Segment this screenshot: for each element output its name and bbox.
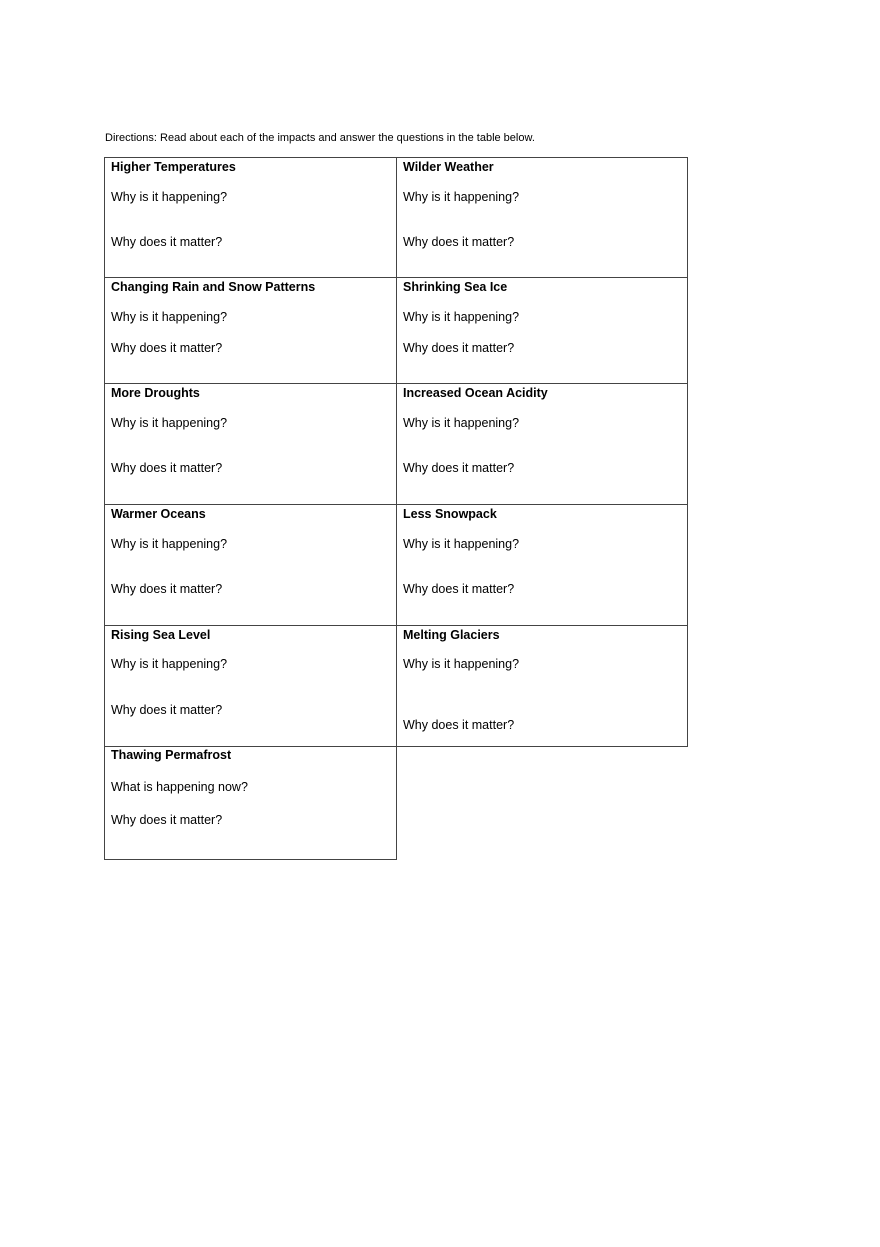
impact-cell-shrinking-sea-ice <box>396 277 688 384</box>
question-why-happening: Why is it happening? <box>403 657 520 671</box>
impact-title: Shrinking Sea Ice <box>403 280 508 294</box>
question-why-happening: Why is it happening? <box>403 537 520 551</box>
question-why-matter: Why does it matter? <box>403 341 515 355</box>
question-why-matter: Why does it matter? <box>403 235 515 249</box>
impact-cell-wilder-weather <box>396 157 688 278</box>
impact-title: Less Snowpack <box>403 507 497 521</box>
impact-title: More Droughts <box>111 386 200 400</box>
impact-title: Increased Ocean Acidity <box>403 386 548 400</box>
question-why-happening: Why is it happening? <box>403 310 520 324</box>
impact-title: Warmer Oceans <box>111 507 206 521</box>
question-why-happening: Why is it happening? <box>111 416 228 430</box>
question-why-matter: Why does it matter? <box>111 813 223 827</box>
directions-text: Directions: Read about each of the impacts and answer the questions in the table below. <box>105 132 535 144</box>
impact-cell-increased-ocean-acidity <box>396 383 688 505</box>
question-why-matter: Why does it matter? <box>111 703 223 717</box>
question-why-matter: Why does it matter? <box>403 461 515 475</box>
question-why-happening: Why is it happening? <box>111 657 228 671</box>
impact-title: Changing Rain and Snow Patterns <box>111 280 316 294</box>
impact-title: Rising Sea Level <box>111 628 211 642</box>
impact-cell-changing-rain-snow <box>104 277 397 384</box>
question-why-happening: Why is it happening? <box>403 416 520 430</box>
impact-cell-higher-temperatures <box>104 157 397 278</box>
question-why-happening: Why is it happening? <box>111 537 228 551</box>
question-why-matter: Why does it matter? <box>111 461 223 475</box>
impact-cell-more-droughts <box>104 383 397 505</box>
question-why-happening: Why is it happening? <box>111 310 228 324</box>
question-why-matter: Why does it matter? <box>111 341 223 355</box>
question-why-happening: Why is it happening? <box>403 190 520 204</box>
question-why-matter: Why does it matter? <box>403 718 515 732</box>
impact-cell-rising-sea-level <box>104 625 397 747</box>
impact-cell-melting-glaciers <box>396 625 688 747</box>
question-why-happening: Why is it happening? <box>111 190 228 204</box>
impact-cell-less-snowpack <box>396 504 688 626</box>
impact-title: Thawing Permafrost <box>111 748 232 762</box>
question-why-matter: Why does it matter? <box>403 582 515 596</box>
impact-cell-thawing-permafrost <box>104 746 397 860</box>
question-why-matter: Why does it matter? <box>111 582 223 596</box>
impact-title: Melting Glaciers <box>403 628 500 642</box>
question-why-matter: Why does it matter? <box>111 235 223 249</box>
impact-cell-warmer-oceans <box>104 504 397 626</box>
impact-title: Higher Temperatures <box>111 160 236 174</box>
impact-title: Wilder Weather <box>403 160 494 174</box>
question-what-happening-now: What is happening now? <box>111 780 248 794</box>
